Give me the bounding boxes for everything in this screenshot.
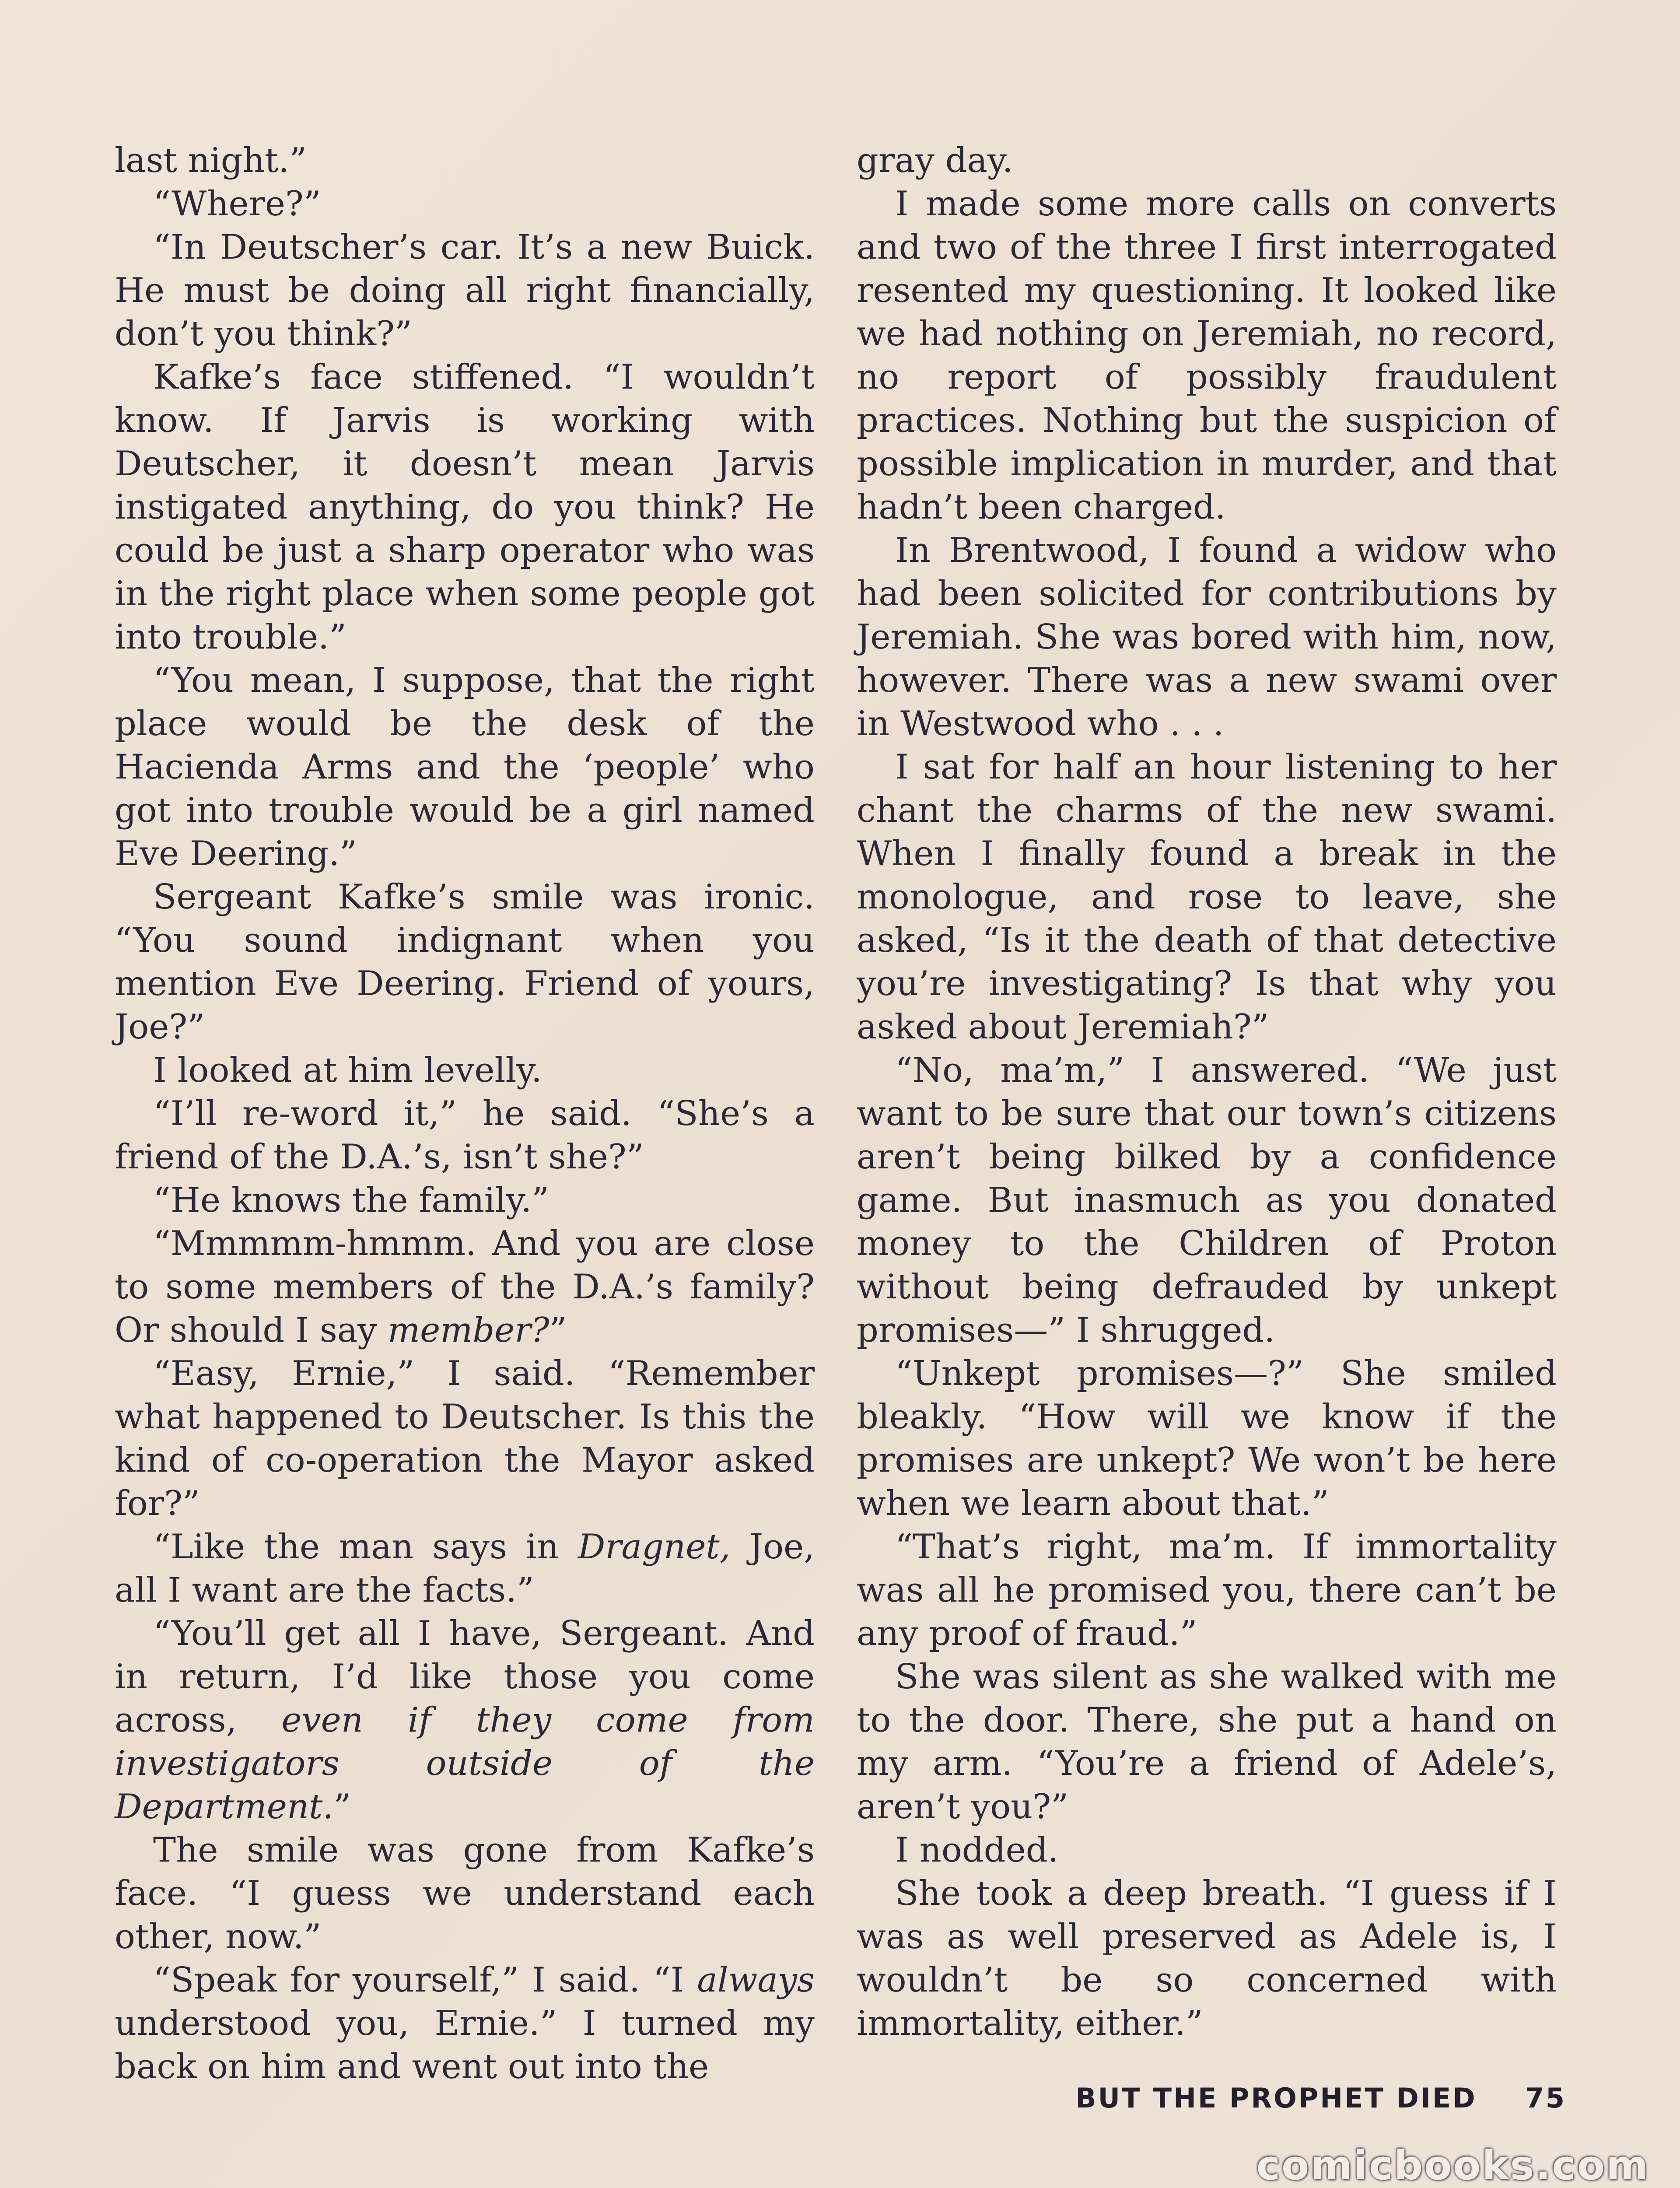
right-column	[857, 139, 1557, 2045]
paragraph: “He knows the family.”	[153, 1181, 550, 1220]
paragraph: Sergeant Kafke’s smile was ironic. “You sound indignant when you mention Eve Deering. Friend of yours, Joe?”	[115, 877, 815, 1047]
paragraph: “You mean, I suppose, that the right place would be the desk of the Hacienda Arms and the ‘people’ who got into trouble would be a girl named Eve Deering.”	[115, 661, 815, 873]
paragraph: “Speak for yourself,” I said. “I always understood you, Ernie.” I turned my back on him and went out into the	[115, 1960, 815, 2086]
left-column	[115, 139, 815, 2089]
page-number: 75	[1525, 2082, 1566, 2114]
paragraph: She was silent as she walked with me to the door. There, she put a hand on my arm. “You’re a friend of Adele’s, aren’t you?”	[857, 1657, 1557, 1827]
paragraph: “Easy, Ernie,” I said. “Remember what happened to Deutscher. Is this the kind of co-operation the Mayor asked for?”	[115, 1354, 815, 1523]
paragraph: “You’ll get all I have, Sergeant. And in return, I’d like those you come across, even if they come from investigators outside of the Department.”	[115, 1614, 815, 1827]
paragraph: She took a deep breath. “I guess if I was as well preserved as Adele is, I wouldn’t be so concerned with immortality, either.”	[857, 1874, 1557, 2043]
paragraph: last night.”	[115, 141, 307, 180]
paragraph: I nodded.	[895, 1830, 1059, 1870]
watermark: comicbooks.com	[1256, 2142, 1649, 2188]
paragraph: “I’ll re-word it,” he said. “She’s a friend of the D.A.’s, isn’t she?”	[115, 1094, 815, 1177]
paragraph: “Like the man says in Dragnet, Joe, all I want are the facts.”	[115, 1527, 815, 1610]
paragraph: “Where?”	[153, 184, 321, 224]
paragraph: In Brentwood, I found a widow who had been solicited for contributions by Jeremiah. She was bored with him, now, however. There was a new swami over in Westwood who . . .	[857, 531, 1557, 743]
running-title: BUT THE PROPHET DIED	[1075, 2082, 1477, 2114]
paragraph: “That’s right, ma’m. If immortality was all he promised you, there can’t be any proof of fraud.”	[857, 1527, 1557, 1653]
paragraph: “No, ma’m,” I answered. “We just want to be sure that our town’s citizens aren’t being bilked by a confidence game. But inasmuch as you donated money to the Children of Proton without being defrauded by unkept promises—” I shrugged.	[857, 1051, 1557, 1350]
page-footer	[1063, 2082, 1566, 2114]
paragraph: I made some more calls on converts and two of the three I first interrogated resented my questioning. It looked like we had nothing on Jeremiah, no record, no report of possibly fraudulent practices. Nothing but the suspicion of possible implication in murder, and that hadn’t been charged.	[857, 184, 1557, 527]
paragraph: “In Deutscher’s car. It’s a new Buick. He must be doing all right financially, don’t you think?”	[115, 228, 815, 354]
paragraph: “Mmmmm-hmmm. And you are close to some members of the D.A.’s family? Or should I say member?”	[115, 1224, 815, 1350]
paragraph: “Unkept promises—?” She smiled bleakly. “How will we know if the promises are unkept? We won’t be here when we learn about that.”	[857, 1354, 1557, 1523]
paragraph: I sat for half an hour listening to her chant the charms of the new swami. When I finally found a break in the monologue, and rose to leave, she asked, “Is it the death of that detective you’re investigating? Is that why you asked about Jeremiah?”	[857, 747, 1557, 1047]
paragraph: Kafke’s face stiffened. “I wouldn’t know. If Jarvis is working with Deutscher, it doesn’t mean Jarvis instigated anything, do you think? He could be just a sharp operator who was in the right place when some people got into trouble.”	[115, 358, 815, 657]
paragraph: I looked at him levelly.	[153, 1051, 542, 1090]
paragraph: The smile was gone from Kafke’s face. “I guess we understand each other, now.”	[115, 1830, 815, 1957]
paragraph: gray day.	[857, 141, 1013, 180]
